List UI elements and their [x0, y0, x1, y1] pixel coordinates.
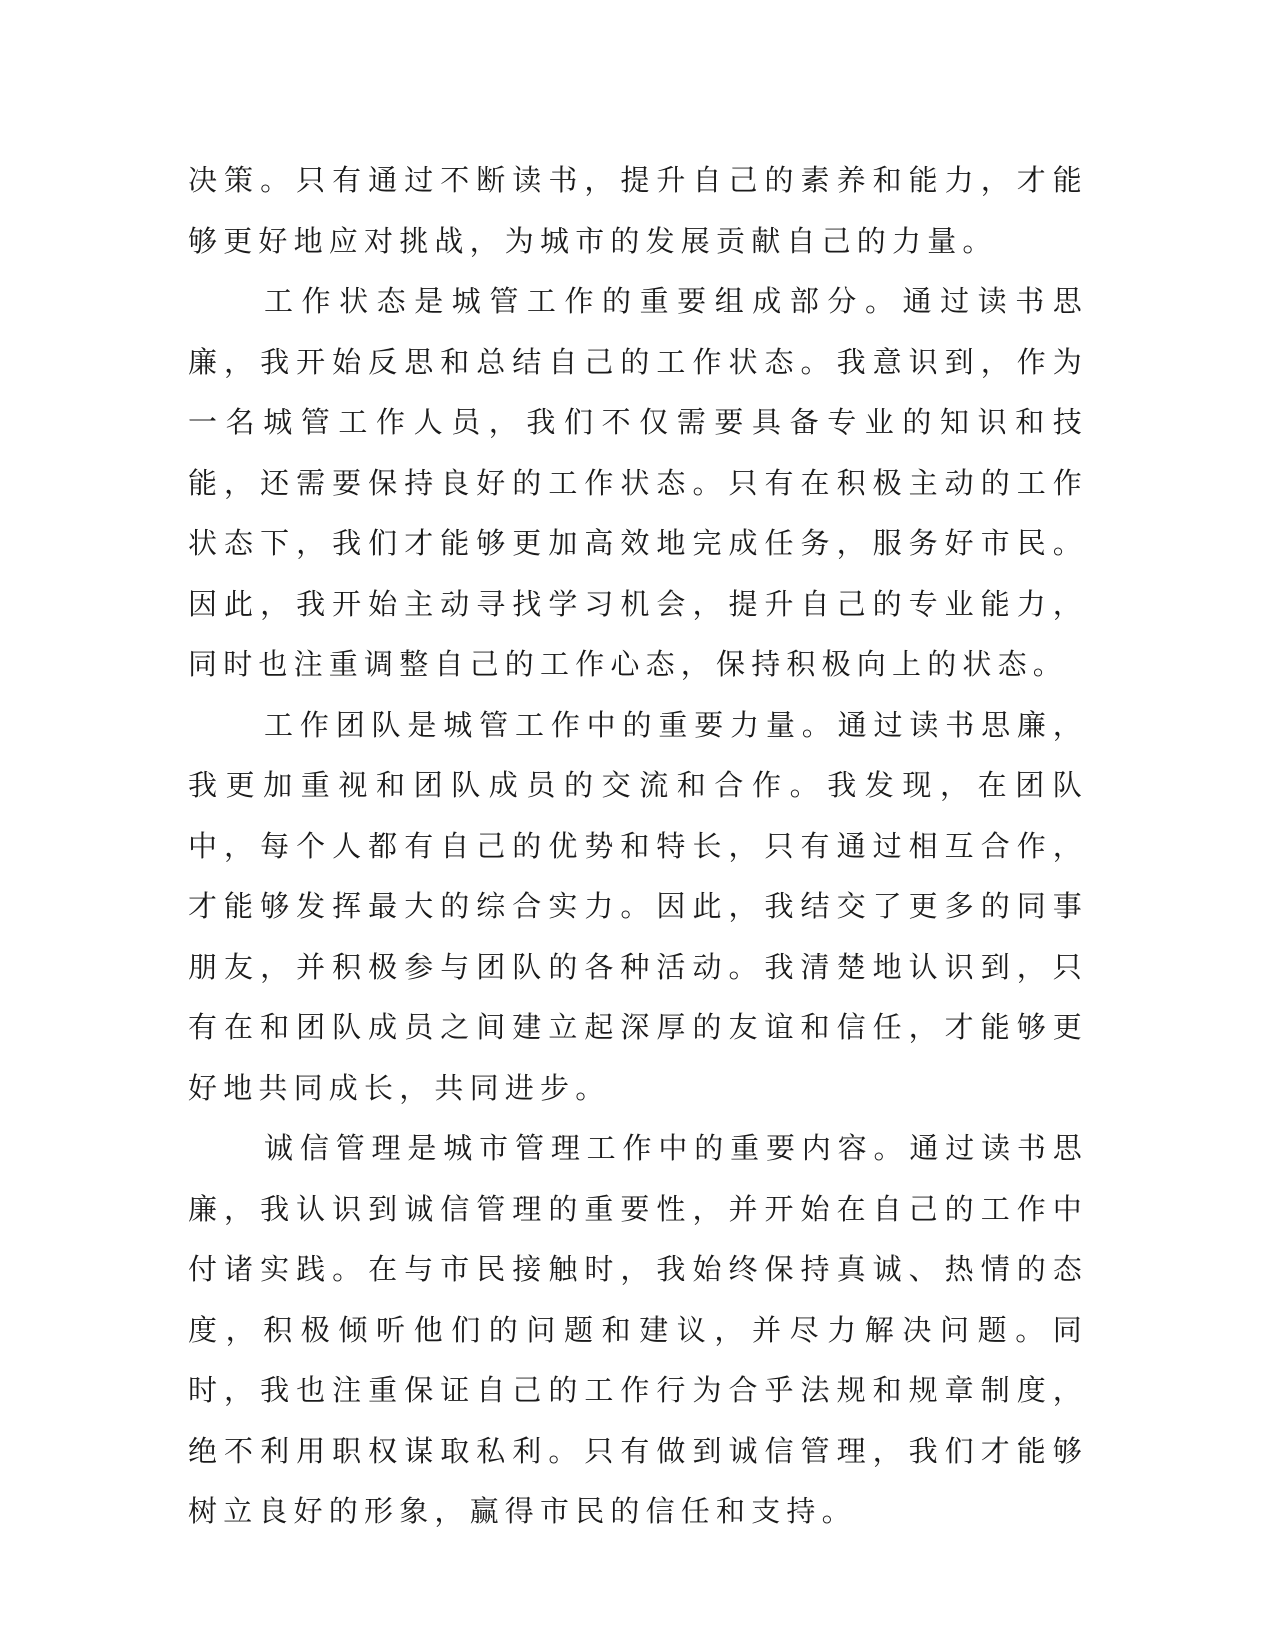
- document-body: [188, 150, 1088, 1542]
- paragraph-work-team: 工作团队是城管工作中的重要力量。通过读书思廉，我更加重视和团队成员的交流和合作。我发现，在团队中，每个人都有自己的优势和特长，只有通过相互合作，才能够发挥最大的综合实力。因此，我结交了更多的同事朋友，并积极参与团队的各种活动。我清楚地认识到，只有在和团队成员之间建立起深厚的友谊和信任，才能够更好地共同成长，共同进步。: [188, 707, 1088, 1105]
- paragraph-decision: 决策。只有通过不断读书，提升自己的素养和能力，才能够更好地应对挑战，为城市的发展贡献自己的力量。: [188, 163, 1088, 258]
- paragraph-work-state: 工作状态是城管工作的重要组成部分。通过读书思廉，我开始反思和总结自己的工作状态。我意识到，作为一名城管工作人员，我们不仅需要具备专业的知识和技能，还需要保持良好的工作状态。只有在积极主动的工作状态下，我们才能够更加高效地完成任务，服务好市民。因此，我开始主动寻找学习机会，提升自己的专业能力，同时也注重调整自己的工作心态，保持积极向上的状态。: [188, 284, 1088, 681]
- paragraph-integrity-management: 诚信管理是城市管理工作中的重要内容。通过读书思廉，我认识到诚信管理的重要性，并开始在自己的工作中付诸实践。在与市民接触时，我始终保持真诚、热情的态度，积极倾听他们的问题和建议，并尽力解决问题。同时，我也注重保证自己的工作行为合乎法规和规章制度，绝不利用职权谋取私利。只有做到诚信管理，我们才能够树立良好的形象，赢得市民的信任和支持。: [188, 1131, 1088, 1528]
